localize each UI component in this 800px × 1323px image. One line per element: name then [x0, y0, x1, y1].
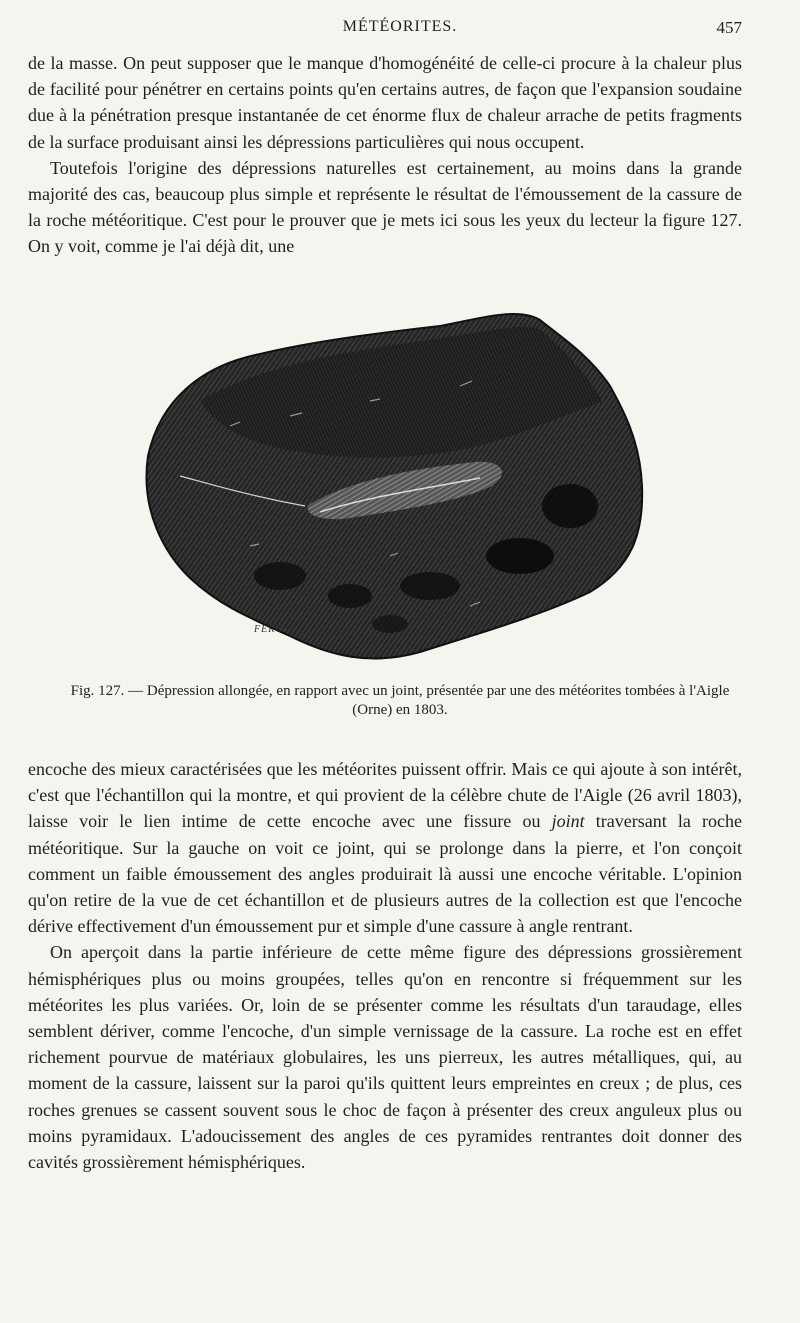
- figure-caption: [60, 682, 740, 720]
- running-title: MÉTÉORITES.: [342, 18, 458, 35]
- cavity: [486, 538, 554, 574]
- caption-text: Dépression allongée, en rapport avec un joint, présentée par une des météorites tombées à l'Aigle (Orne) en 1803.: [146, 683, 730, 718]
- text-block-top: [28, 50, 742, 260]
- running-head: [0, 18, 800, 46]
- paragraph-1: de la masse. On peut supposer que le manque d'homogénéité de celle-ci procure à la chaleur plus de facilité pour pénétrer en certains points qu'en certains autres, de façon que l'expansion soudaine due à la pénétration presque instantanée de cet énorme flux de chaleur arrache de petits fragments de la surface produisant ainsi les dépressions particulières qui nous occupent.: [28, 53, 742, 152]
- paragraph-2: Toutefois l'origine des dépressions naturelles est certainement, au moins dans la grande majorité des cas, beaucoup plus simple et représente le résultat de l'émoussement de la cassure de la roche météoritique. C'est pour le prouver que je mets ici sous les yeux du lecteur la figure 127. On y voit, comme je l'ai déjà dit, une: [28, 157, 742, 257]
- caption-label: Fig. 127. —: [70, 683, 144, 699]
- page-number: 457: [716, 18, 742, 37]
- cavity: [254, 562, 306, 590]
- paragraph-3-after: traversant la roche météoritique. Sur la gauche on voit ce joint, qui se prolonge dans la pierre, et l'on conçoit comment un faible émoussement des angles produirait là aussi une encoche véritable. L'opinion qu'on retire de la vue de cet échantillon et de plusieurs autres de la collection est que l'encoche dérive effectivement d'un émoussement pur et simple d'une cassure à angle rentrant.: [28, 811, 743, 937]
- meteorite-figure: [140, 306, 650, 670]
- cavity: [542, 484, 598, 528]
- text-block-bottom: [28, 756, 742, 1175]
- meteorite-engraving: [140, 306, 650, 670]
- cavity: [328, 584, 372, 608]
- paragraph-3-before: encoche des mieux caractérisées que les météorites puissent offrir. Mais ce qui ajoute à son intérêt, c'est que l'échantillon qui la montre, et qui provient de la célèbre chute de l'Aigle (26 avril 1803), laisse voir le lien intime de cette encoche avec une fissure ou: [28, 759, 742, 832]
- paragraph-4: On aperçoit dans la partie inférieure de cette même figure des dépressions grossièrement hémisphériques plus ou moins groupées, telles qu'on en rencontre si fréquemment sur les météorites les plus variées. Or, loin de se présenter comme les résultats d'un taraudage, elles semblent dériver, comme l'encoche, d'un simple vernissage de la cassure. La roche est en effet richement pourvue de matériaux globulaires, les uns pierreux, les autres métalliques, qui, au moment de la cassure, laissent sur la paroi qu'ils quittent leurs empreintes en creux ; de plus, ces roches grenues se cassent souvent sous le choc de façon à présenter des creux anguleux plus ou moins pyramidaux. L'adoucissement des angles de ces pyramides rentrantes doit donner des cavités grossièrement hémisphériques.: [28, 942, 742, 1173]
- paragraph-3-emphasis: joint: [551, 811, 585, 832]
- cavity: [372, 615, 408, 633]
- paragraph-3: [28, 756, 742, 939]
- engraver-signature: FEROT: [254, 624, 291, 635]
- cavity: [400, 572, 460, 600]
